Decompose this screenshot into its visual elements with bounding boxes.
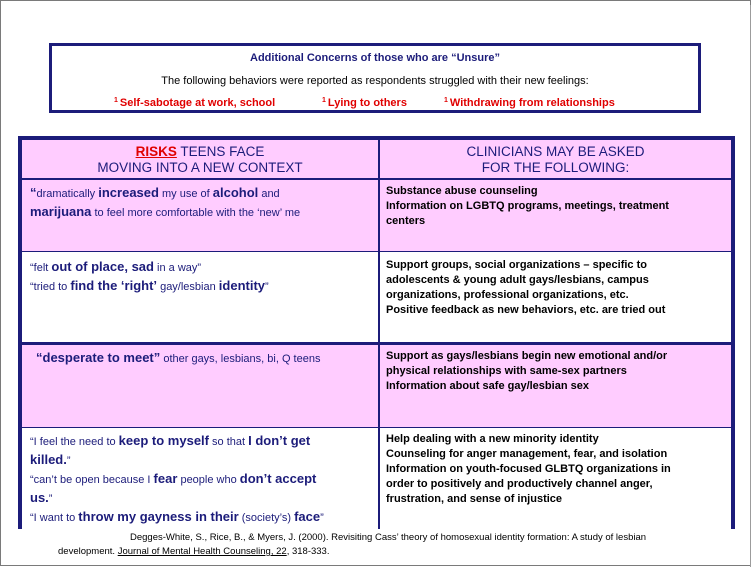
concern-item: $^1$ Lying to others [322,97,407,109]
column-divider [378,140,380,529]
table-row [22,345,731,428]
table-row [22,428,731,529]
header-risks: RISKS TEENS FACE MOVING INTO A NEW CONTEXT [97,144,303,175]
journal-title: Journal of Mental Health Counseling, 22 [117,546,287,557]
concern-item: $^1$ Self-sabotage at work, school [114,97,276,109]
risk-quote: “I feel the need to keep to myself so that I don’t get killed.” “can’t be open because I fear people who don’t accept us.” “I want to throw my gayness in their (society’s) face” [30,433,324,524]
table-row [22,252,731,345]
clinician-response: Support as gays/lesbians begin new emotional and/or physical relationships with same-sex partners Information about safe gay/lesbian sex [386,350,668,392]
clinician-response: Substance abuse counseling Information on LGBTQ programs, meetings, treatment centers [386,185,669,227]
risk-quote: “dramatically increased my use of alcohol and marijuana to feel more comfortable with the ‘new’ me [30,185,301,219]
concern-item: $^1$ Withdrawing from relationships [444,97,615,109]
concerns-title: Additional Concerns of those who are “Unsure” [250,52,500,64]
concerns-box [49,43,701,113]
table-header-row [22,140,731,180]
concerns-list [114,97,714,111]
header-clinicians: CLINICIANS MAY BE ASKED FOR THE FOLLOWING: [466,144,645,175]
risk-quote: “desperate to meet” other gays, lesbians, bi, Q teens [36,350,321,365]
citation: Degges-White, S., Rice, B., & Myers, J. (2000). Revisiting Cass’ theory of homosexual identity formation: A study of lesbian development. Journal of Mental Health Counseling, 22, 318-333. [58,532,647,557]
concerns-intro: The following behaviors were reported as respondents struggled with their new feelings: [161,75,589,87]
risk-quote: “felt out of place, sad in a way” “tried to find the ‘right’ gay/lesbian identity” [30,259,269,293]
table-row [22,180,731,252]
risks-table [18,136,735,529]
clinician-response: Help dealing with a new minority identity Counseling for anger management, fear, and isolation Information on youth-focused GLBTQ organizations in order to positively and productively channel anger, frustration, and sense of injustice [386,433,671,505]
clinician-response: Support groups, social organizations – specific to adolescents & young adult gays/lesbians, campus organizations, professional organizations, etc. Positive feedback as new behaviors, etc. are tried out [386,259,666,316]
